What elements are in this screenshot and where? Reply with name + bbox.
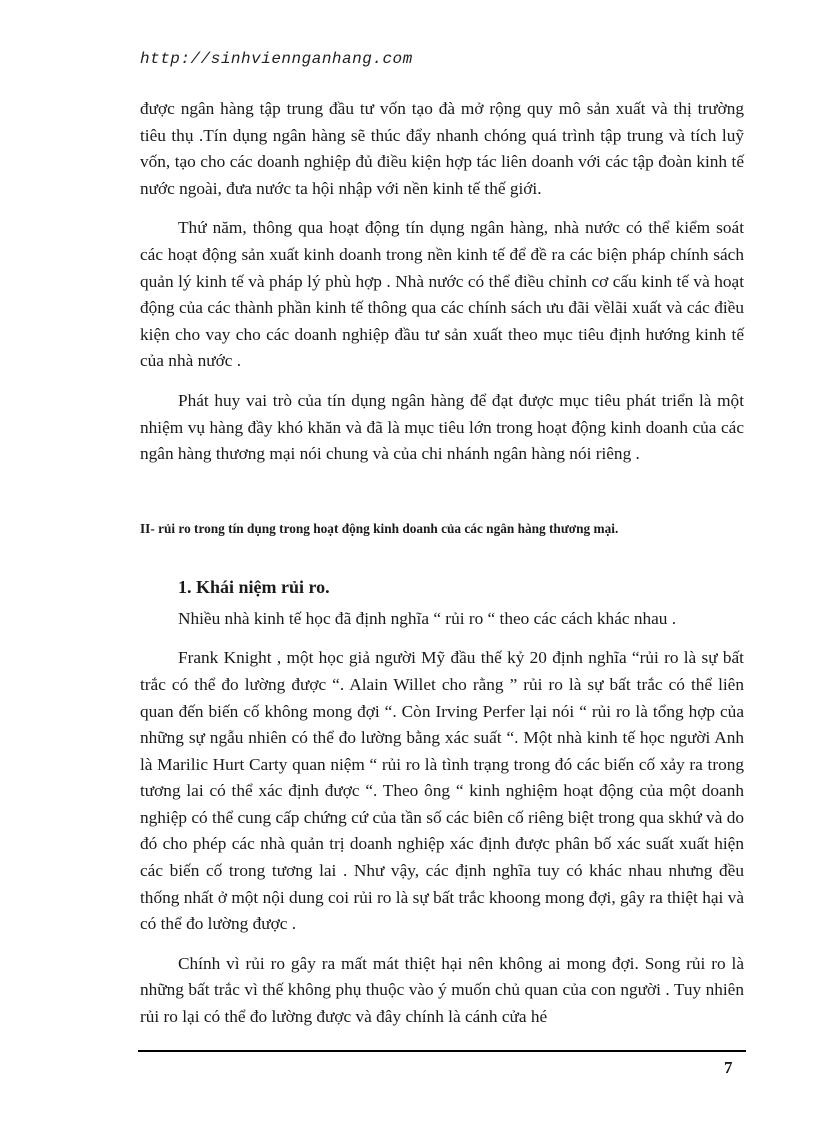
paragraph: Frank Knight , một học giả người Mỹ đầu thế kỷ 20 định nghĩa “rủi ro là sự bất trắc có thể đo lường được “. Alain Willet cho rằng ” rủi ro là sự bất trắc có thể liên quan đến biến cố không mong đợi “. Còn Irving Perfer lại nói “ rủi ro là tổng hợp của những sự ngẫu nhiên có thể đo lường bằng xác suất “. Một nhà kinh tế học người Anh là Marilic Hurt Carty quan niệm “ rủi ro là tình trạng trong đó các biến cố xảy ra trong tương lai có thể xác định được “. Theo ông “ kinh nghiệm hoạt động của một doanh nghiệp có thể cung cấp chứng cứ của tần số các biên cố riêng biệt trong qua skhứ và do đó cho phép các nhà quản trị doanh nghiệp xác định được phân bố xác suất xuất hiện các biến cố trong tương lai . Như vậy, các định nghĩa tuy có khác nhau nhưng đều thống nhất ở một nội dung coi rủi ro là sự bất trắc khoong mong đợi, gây ra thiệt hại và có thể đo lường được . bbox=[140, 648, 744, 934]
paragraph: Thứ năm, thông qua hoạt động tín dụng ngân hàng, nhà nước có thể kiểm soát các hoạt động sản xuất kinh doanh trong nền kinh tế để đề ra các biện pháp chính sách quản lý kinh tế và pháp lý phù hợp . Nhà nước có thể điều chỉnh cơ cấu kinh tế và hoạt động của các thành phần kinh tế thông qua các chính sách ưu đãi vềlãi xuất và các điều kiện cho vay cho các doanh nghiệp đầu tư sản xuất theo mục tiêu định hướng kinh tế của nhà nước . bbox=[140, 218, 744, 371]
paragraph: Chính vì rủi ro gây ra mất mát thiệt hại nên không ai mong đợi. Song rủi ro là những bất trắc vì thế không phụ thuộc vào ý muốn chủ quan của con người . Tuy nhiên rủi ro lại có thể đo lường được và đây chính là cánh cửa hé bbox=[140, 953, 744, 1027]
sub-heading: 1. Khái niệm rủi ro. bbox=[178, 576, 330, 597]
paragraph: Phát huy vai trò của tín dụng ngân hàng để đạt được mục tiêu phát triển là một nhiệm vụ hàng đầy khó khăn và đã là mục tiêu lớn trong hoạt động kinh doanh của các ngân hàng thương mại nói chung và của chi nhánh ngân hàng nói riêng . bbox=[140, 390, 744, 464]
footer-divider bbox=[138, 1050, 746, 1052]
paragraph: được ngân hàng tập trung đầu tư vốn tạo đà mở rộng quy mô sản xuất và thị trường tiêu thụ .Tín dụng ngân hàng sẽ thúc đẩy nhanh chóng quá trình tập trung và tích luỹ vốn, tạo cho các doanh nghiệp đủ điều kiện hợp tác liên doanh với các tập đoàn kinh tế nước ngoài, đưa nước ta hội nhập với nền kinh tế thế giới. bbox=[140, 99, 744, 198]
page-number: 7 bbox=[724, 1058, 733, 1077]
document-body bbox=[140, 96, 744, 1044]
header-url: http://sinhviennganhang.com bbox=[140, 50, 413, 68]
section-heading: II- rủi ro trong tín dụng trong hoạt động kinh doanh của các ngân hàng thương mại. bbox=[140, 520, 619, 536]
paragraph: Nhiều nhà kinh tế học đã định nghĩa “ rủi ro “ theo các cách khác nhau . bbox=[178, 608, 677, 628]
